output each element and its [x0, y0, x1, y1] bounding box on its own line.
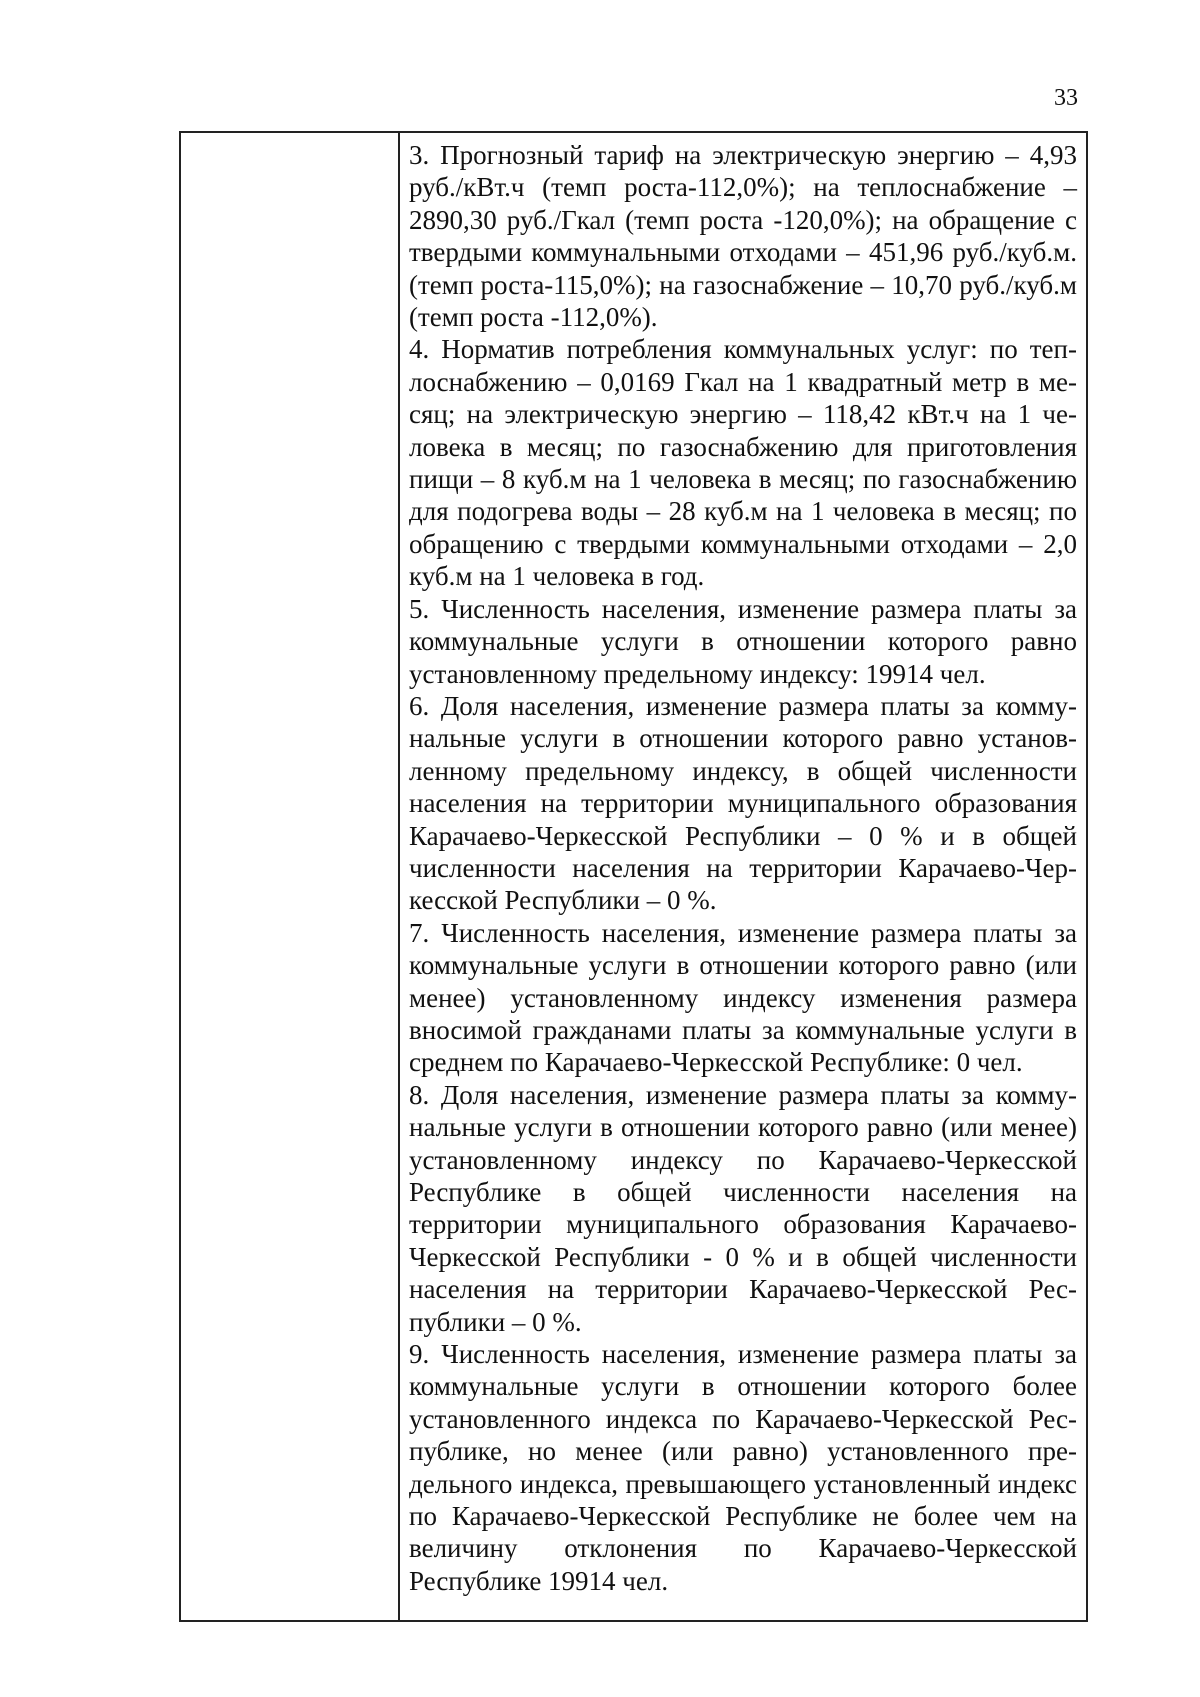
table-left-cell [181, 133, 400, 1620]
paragraph-item-8: 8. Доля населения, изменение размера платы за коммунальные услуги в отношении которого равно (или менее) установленному индексу по Карачаево-Черкесской Республике в общей численности населения на территории муниципального образования Карачаево-Черкесской Республики - 0 % и в общей численности населения на территории Карачаево-Черкесской Республики – 0 %. [409, 1079, 1077, 1337]
paragraph-item-7: 7. Численность населения, изменение размера платы за коммунальные услуги в отношении которого равно (или менее) установленному индексу изменения размера вносимой гражданами платы за коммунальные услуги в среднем по Карачаево-Черкесской Республике: 0 чел. [409, 917, 1077, 1078]
paragraph-item-3: 3. Прогнозный тариф на электрическую энергию – 4,93 руб./кВт.ч (темп роста-112,0%); на теплоснабжение – 2890,30 руб./Гкал (темп роста -120,0%); на обращение с твердыми коммунальными отходами – 451,96 руб./куб.м. (темп роста-115,0%); на газоснабжение – 10,70 руб./куб.м (темп роста -112,0%). [409, 140, 1077, 333]
document-table [179, 131, 1088, 1622]
paragraph-item-5: 5. Численность населения, изменение размера платы за коммунальные услуги в отношении которого равно установленному предельному индексу: 19914 чел. [409, 593, 1077, 689]
paragraph-item-6: 6. Доля населения, изменение размера платы за коммунальные услуги в отношении которого равно установленному предельному индексу, в общей численности населения на территории муниципального образования Карачаево-Черкесской Республики – 0 % и в общей численности населения на территории Карачаево-Черкесской Республики – 0 %. [409, 690, 1077, 916]
paragraph-item-4: 4. Норматив потребления коммунальных услуг: по теплоснабжению – 0,0169 Гкал на 1 квадратный метр в месяц; на электрическую энергию – 118,42 кВт.ч на 1 человека в месяц; по газоснабжению для приготовления пищи – 8 куб.м на 1 человека в месяц; по газоснабжению для подогрева воды – 28 куб.м на 1 человека в месяц; по обращению с твердыми коммунальными отходами – 2,0 куб.м на 1 человека в год. [409, 334, 1077, 592]
table-right-cell [400, 133, 1086, 1620]
paragraph-item-9: 9. Численность населения, изменение размера платы за коммунальные услуги в отношении которого более установленного индекса по Карачаево-Черкесской Республике, но менее (или равно) установленного предельного индекса, превышающего установленный индекс по Карачаево-Черкесской Республике не более чем на величину отклонения по Карачаево-Черкесской Республике 19914 чел. [409, 1339, 1077, 1596]
page-number: 33 [1054, 85, 1078, 111]
